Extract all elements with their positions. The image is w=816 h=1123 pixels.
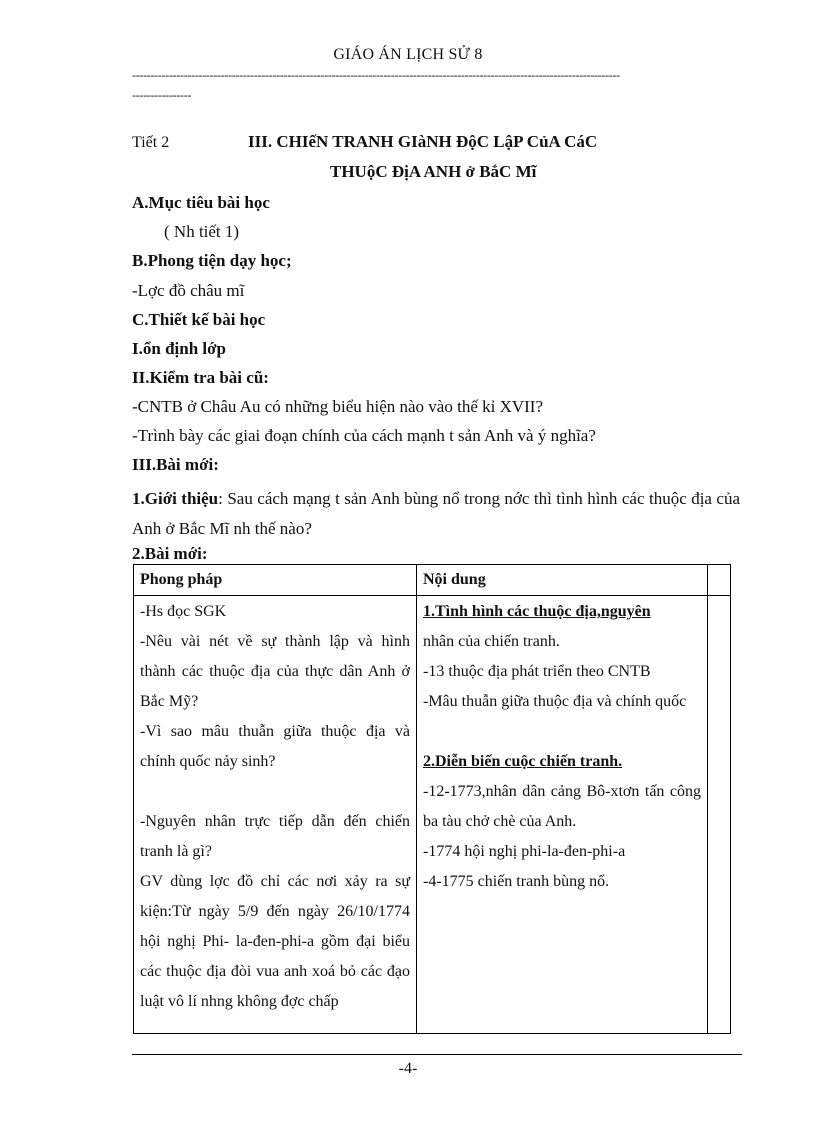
review-question-2: -Trình bày các giai đoạn chính của cách mạnh t sản Anh và ý nghĩa? [132, 426, 596, 445]
introduction-paragraph [132, 484, 740, 544]
method-line: -Nguyên nhân trực tiếp dẫn đến chiến tranh là gì? [140, 813, 410, 860]
content-item: -13 thuộc địa phát triển theo CNTB [423, 663, 651, 680]
content-heading-situation: 1.Tình hình các thuộc địa,nguyên [423, 603, 651, 620]
objectives-heading: A.Mục tiêu bài học [132, 193, 270, 212]
header-separator-continuation: ---------------- [132, 88, 192, 102]
method-line: GV dùng lợc đồ chỉ các nơi xảy ra sự kiện:Từ ngày 5/9 đến ngày 26/10/1774 hội nghị Phi- la-đen-phi-a gồm đại biểu các thuộc địa đòi vua anh xoá bỏ các đạo luật vô lí nhng không đợc chấp [140, 873, 410, 1010]
method-line: -Hs đọc SGK [140, 603, 227, 620]
lesson-title-line1: III. CHIếN TRANH GIàNH ĐộC LậP CủA CáC [248, 132, 598, 151]
review-question-1: -CNTB ở Châu Au có những biểu hiện nào vào thế kỉ XVII? [132, 397, 544, 416]
header-separator: ------------------------------------------------------------------------------------------------------------------------------------ [132, 68, 620, 82]
lesson-period: Tiết 2 [132, 134, 170, 151]
means-heading: B.Phong tiện dạy học; [132, 251, 292, 270]
table-body-row [134, 596, 731, 1034]
table-header-row [134, 565, 731, 596]
content-item: -Mâu thuẫn giữa thuộc địa và chính quốc [423, 693, 687, 710]
lesson-title-line2: THUộC ĐịA ANH ở BắC Mĩ [330, 162, 537, 181]
method-line: -Nêu vài nét về sự thành lập và hình thành các thuộc địa của thực dân Anh ở Bắc Mỹ? [140, 633, 410, 710]
footer-divider [132, 1054, 742, 1055]
content-column-header: Nội dung [423, 571, 486, 588]
objectives-text: ( Nh tiết 1) [164, 222, 240, 241]
content-heading-situation-cont: nhân của chiến tranh. [423, 633, 560, 650]
design-heading: C.Thiết kế bài học [132, 310, 266, 329]
page-number: -4- [398, 1060, 418, 1077]
content-item: -12-1773,nhân dân cảng Bô-xtơn tấn công ba tàu chở chè của Anh. [423, 783, 701, 830]
page-header-title: GIÁO ÁN LỊCH SỬ 8 [333, 46, 483, 63]
content-item: -1774 hội nghị phi-la-đen-phi-a [423, 843, 626, 860]
content-item: -4-1775 chiến tranh bùng nổ. [423, 873, 610, 890]
intro-label: 1.Giới thiệu [132, 489, 219, 508]
intro-text: : Sau cách mạng t sản Anh bùng nổ trong nớc thì tình hình các thuộc địa của Anh ở Bắc Mĩ nh thế nào? [132, 489, 741, 538]
review-heading: II.Kiểm tra bài cũ: [132, 368, 269, 387]
stabilize-heading: I.ổn định lớp [132, 339, 226, 358]
content-heading-events: 2.Diễn biến cuộc chiến tranh. [423, 753, 623, 770]
lesson-table [133, 564, 731, 1034]
empty-column-cell [708, 596, 731, 1034]
method-spacer [140, 777, 410, 807]
new-lesson-heading: III.Bài mới: [132, 455, 219, 474]
means-text: -Lợc đồ châu mĩ [132, 281, 245, 300]
method-line: -Vì sao mâu thuẫn giữa thuộc địa và chính quốc nảy sinh? [140, 723, 410, 770]
new-lesson-subheading: 2.Bài mới: [132, 544, 208, 563]
method-column-header: Phong pháp [140, 571, 223, 588]
empty-column-header [708, 565, 731, 596]
